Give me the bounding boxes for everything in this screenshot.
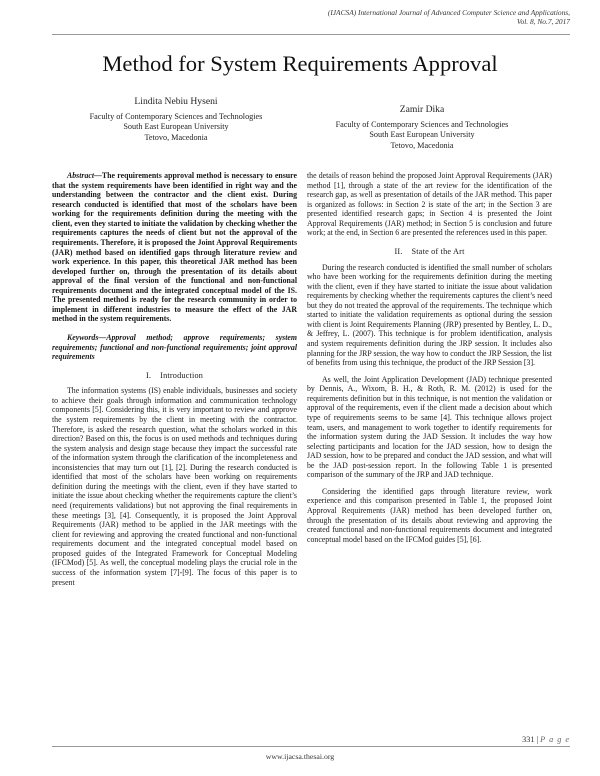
author-name: Lindita Nebiu Hyseni [134,96,218,107]
author-location: Tetovo, Macedonia [144,132,208,142]
author-faculty: Faculty of Contemporary Sciences and Technologies [89,112,263,121]
keywords [52,333,297,362]
journal-url[interactable]: www.ijacsa.thesai.org [265,752,335,761]
keywords-text: Approval method; approve requirements; system requirements; functional and non-functional requirements; joint approval requirements [52,333,297,362]
footer-divider [52,746,570,747]
author-location: Tetovo, Macedonia [390,140,454,150]
author-block-2 [302,104,542,151]
paper-title: Method for System Requirements Approval [102,51,498,76]
page-number [522,735,570,744]
author-university: South East European University [369,130,475,140]
page-number-value: 331 [522,735,535,744]
page-label: P a g e [540,735,570,744]
section-heading-introduction [52,371,297,381]
author-name: Zamir Dika [399,104,445,115]
abstract-text: The requirements approval method is necessary to ensure that the system requirements have been identified in right way and the understanding between the contractor and the client exist. During research conducted is identified that most of the scholars have been working for the requirements definition during the meeting with the client, even they started to initiate the validation by checking whether the requirements captures the needs of client but not the approval of the requirements. Therefore, it is proposed the Joint Approval Requirements (JAR) method based on identified gaps through literature review and work experience. In this paper, this theoretical JAR method has been developed further on, through the presentation of its details about approval of the final version of the functional and non-functional requirements document and the integrated conceptual model of the IS. The presented method is ready for the research community in order to implement in different industries to measure the effect of the JAR method in the system requirements. [52,171,297,324]
abstract-label: Abstract— [67,171,102,180]
body-paragraph: During the research conducted is identified the small number of scholars who have been working for the requirements definition during the meeting with the client, even if they have started to initiate the issue about validation requirements by checking whether the requirements captures the client’s need but they do not treated the approval of the requirements. The technique which started to initiate the validation requirements as optional during the session with client is Joint Requirements Planning (JRP) presented by Bentley, L. D., & Jeffrey, L. (2007). This technique is for problem identification, analysis and system requirements definition during the JRP session. It includes also planning for the JRP session, the way how to conduct the JRP Session, the list of benefits from using this technique, the product of the JRP Session [3]. [307,262,552,368]
body-paragraph: The information systems (IS) enable individuals, businesses and society to achieve their goals through information and communication technology components [5]. Considering this, it is very important to review and approve the system requirements by the client in meeting with the contractor. Therefore, is asked the research question, what the scholars worked in this direction? Based on this, the focus is on used methods and techniques during the system analysis and design stage because they impact the successful rate of the information system through the clarification of the incompleteness and inconsistencies that may turn out [1], [2]. During the research conducted is identified that most of the scholars have been working on requirements definition during the meetings with the client, even if they have started to initiate the issue about checking whether the requirements capture the client’s need (requirements validations) but not approving the final requirements in these meetings [3], [4]. Consequently, it is proposed the Joint Approval Requirements (JAR) method to be applied in the JAR meetings with the client for reviewing and approving the created functional and non-functional requirements document and the integrated conceptual model based on proposed guides of the Integrated Framework for Conceptual Modeling (IFCMod) [5]. As well, the conceptual modeling plays the crucial role in the success of the information system [7]-[9]. The focus of this paper is to present [52,386,297,587]
page-separator: | [536,735,539,744]
author-faculty: Faculty of Contemporary Sciences and Technologies [335,120,509,129]
body-paragraph: As well, the Joint Application Development (JAD) technique presented by Dennis, A., Wixom, B. H., & Roth, R. M. (2012) is used for the requirements definition but in this technique, is not mention the validation or approval of the requirements, even if the client made a decision about which type of requirements seems to be same [4]. This technique allows project team, users, and management to work together to identify requirements for the information system during the JAD Session. It includes the way how selecting participants and location for the JAD session, how to design the JAD session, how to be prepared and conduct the JAD session, and what will be the JAD post-session report. In the following Table 1 is presented comparison of the summary of the JRP and JAD technique. [307,374,552,480]
author-university: South East European University [123,122,229,132]
right-column [307,171,552,544]
keywords-label: Keywords— [67,333,107,342]
header-divider [52,34,570,35]
section-number: II. [394,246,403,256]
left-column [52,171,297,587]
journal-name: (IJACSA) International Journal of Advanced Computer Science and Applications, [327,8,570,17]
journal-header [240,8,570,27]
section-number: I. [145,370,152,380]
body-paragraph: Considering the identified gaps through literature review, work experience and this comparison presented in Table 1, the proposed Joint Approval Requirements (JAR) method has been developed further on, through the presentation of its details about reviewing and approving the created functional and non-functional requirements document and integrated conceptual model based on the IFCMod guides [5], [6]. [307,486,552,544]
author-block-1 [56,96,296,143]
section-title: Introduction [160,370,204,380]
section-heading-state-of-art [307,247,552,257]
journal-volume: Vol. 8, No.7, 2017 [516,17,570,27]
section-title: State of the Art [411,246,465,256]
abstract [52,171,297,324]
body-paragraph: the details of reason behind the proposed Joint Approval Requirements (JAR) method [1], through a state of the art review for the identification of the research gap, as well as presentation of details of the JAR method. This paper is organized as follows: in Section 2 is state of the art; in the Section 3 are presented identified research gaps; in Section 4 is presented the Joint Approval Requirements (JAR) method; in Section 5 is conclusion and future work; at the end, in Section 6 are presented the references used in this paper. [307,171,552,238]
